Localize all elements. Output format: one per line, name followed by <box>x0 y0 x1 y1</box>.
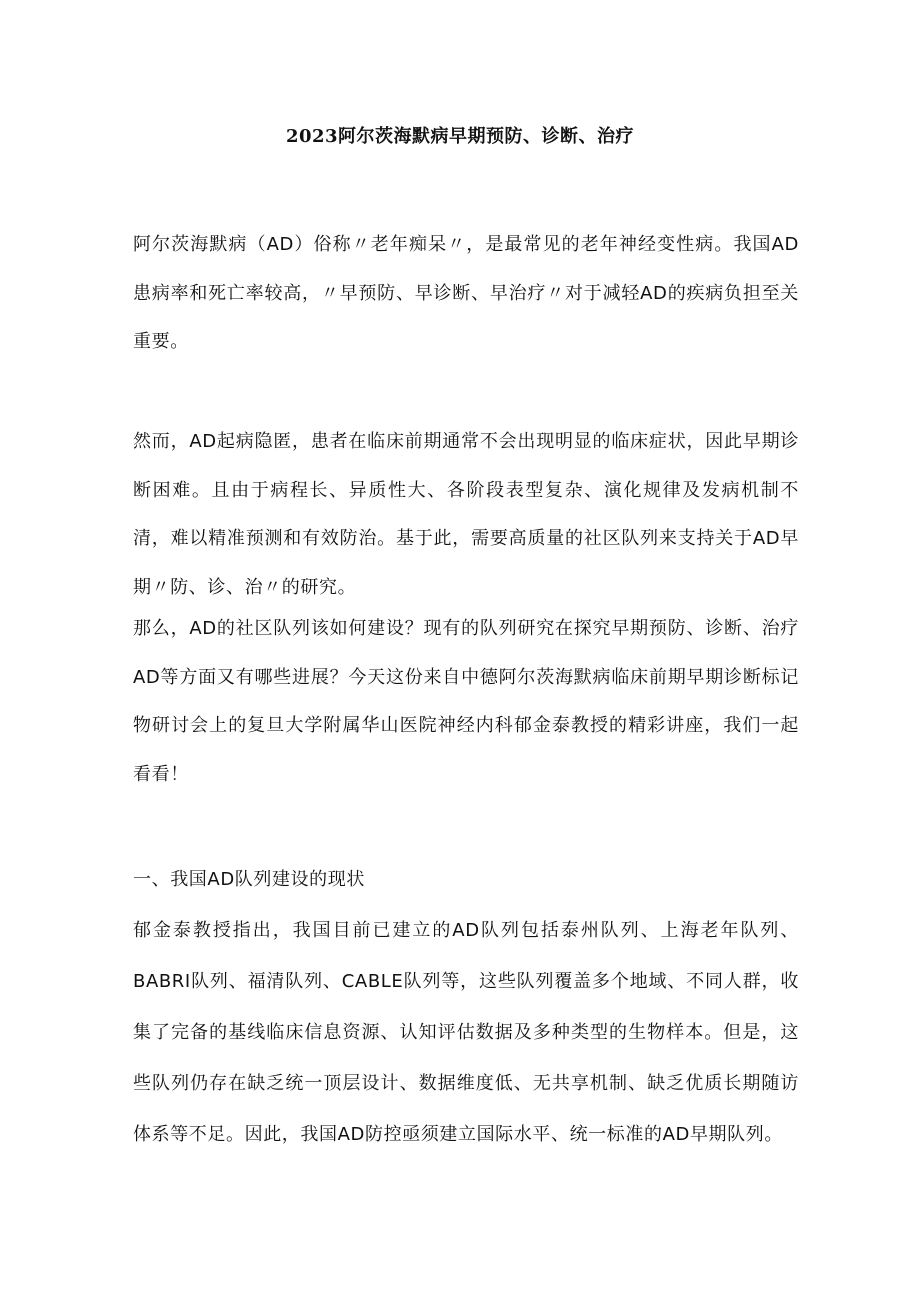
section-heading: 一、我国AD队列建设的现状 <box>133 869 365 890</box>
background-paragraph: 然而，AD起病隐匿，患者在临床前期通常不会出现明显的临床症状，因此早期诊断困难。且由于病程长、异质性大、各阶段表型复杂、演化规律及发病机制不清，难以精准预测和有效防治。基于此，需要高质量的社区队列来支持关于AD早期〃防、诊、治〃的研究。 <box>133 431 799 598</box>
intro-paragraph: 阿尔茨海默病（AD）俗称〃老年痴呆〃，是最常见的老年神经变性病。我国AD患病率和死亡率较高，〃早预防、早诊断、早治疗〃对于减轻AD的疾病负担至关重要。 <box>133 234 799 352</box>
section-paragraph: 郁金泰教授指出，我国目前已建立的AD队列包括泰州队列、上海老年队列、BABRI队列、福清队列、CABLE队列等，这些队列覆盖多个地域、不同人群，收集了完备的基线临床信息资源、认知评估数据及多种类型的生物样本。但是，这些队列仍存在缺乏统一顶层设计、数据维度低、无共享机制、缺乏优质长期随访体系等不足。因此，我国AD防控亟须建立国际水平、统一标准的AD早期队列。 <box>133 920 799 1145</box>
document-title: 2023阿尔茨海默病早期预防、诊断、治疗 <box>285 126 635 147</box>
question-paragraph: 那么，AD的社区队列该如何建设？现有的队列研究在探究早期预防、诊断、治疗AD等方面又有哪些进展？今天这份来自中德阿尔茨海默病临床前期早期诊断标记物研讨会上的复旦大学附属华山医院神经内科郁金泰教授的精彩讲座，我们一起看看！ <box>133 618 799 785</box>
